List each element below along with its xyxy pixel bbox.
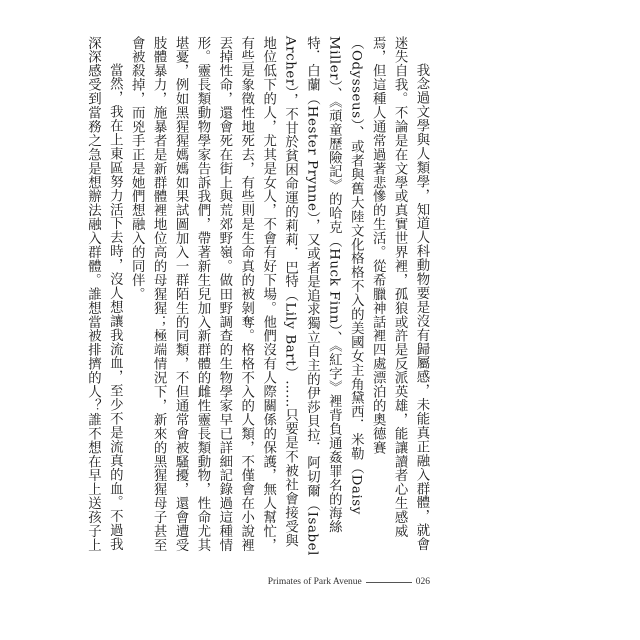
page-number: 026 [415, 577, 430, 587]
paragraph-1: 我念過文學與人類學，知道人科動物要是沒有歸屬感，未能真正融入群體，就會迷失自我。不論是在文學或真實世界裡，孤狼或許是反派英雄，能讓讀者心生感威焉，但這種人通常過著悲慘的生活。從希臘神話裡四處漂泊的奧德賽（Odysseus）、或者與舊大陸文化格格不入的美國女主角黛西．米勒（Daisy Miller）、《頑童歷險記》的哈克（Huck Finn）、《紅字》裡背負通姦罪名的海絲特．白蘭（Hester Prynne），又或者是追求獨立自主的伊莎貝拉．阿切爾（Isabel Archer），不甘於貧困命運的莉莉．巴特（Lily Bart）……只要是不被社會接受與地位低下的人，尤其是女人，不會有好下場。他們沒有人際關係的保護，無人幫忙，有些是象徵性地死去，有些則是生命真的被剝奪。格格不入的人類，不僅會在小說裡丟掉性命，還會死在街上與荒郊野嶺。做田野調查的生物學家早已詳細記錄過這種情形。靈長類動物學家告訴我們，帶著新生兒加入新群體的雌性靈長類動物，性命尤其堪憂，例如黑猩猩媽媽如果試圖加入一群陌生的同類，不但通常會被騷擾，還會遭受肢體暴力，施暴者是新群體裡地位高的母猩猩；極端情況下，新來的黑猩猩母子甚至會被殺掉，而兇手正是她們想融入的同伴。 [129, 36, 429, 556]
paragraph-2: 當然，我在上東區努力活下去時，沒人想讓我流血，至少不是流真的血。不過我深深感受到當務之急是想辦法融入群體。誰想當被排擠的人？誰不想在早上送孩子上 [85, 36, 123, 553]
page-footer [268, 577, 430, 587]
running-title: Primates of Park Avenue [267, 577, 362, 587]
vertical-text-body [82, 36, 433, 556]
footer-rule [366, 582, 412, 583]
